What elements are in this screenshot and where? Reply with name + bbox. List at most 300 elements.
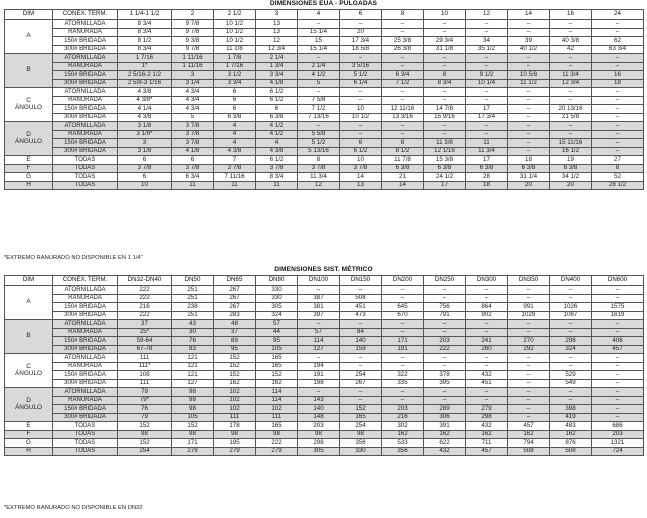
table-cell: 11 3/4 <box>466 147 508 156</box>
table-cell: 457 <box>508 422 550 431</box>
table-cell: 171 <box>382 337 424 346</box>
table-row <box>5 164 644 173</box>
table-cell: 6 3/8 <box>550 164 592 173</box>
table-cell: 12 <box>256 37 298 46</box>
table-row <box>5 181 644 190</box>
table-cell: 63 3/4 <box>592 45 644 54</box>
table-cell: 13 <box>256 20 298 29</box>
table-cell: 5 <box>172 113 214 122</box>
table-cell: – <box>424 286 466 295</box>
table-cell: 2 1/4 <box>298 62 340 71</box>
table-cell: 127 <box>298 345 340 354</box>
table-cell: 6 3/8 <box>214 113 256 122</box>
connection-type: TODAS <box>53 156 118 165</box>
table-cell: – <box>592 405 644 414</box>
table-cell: 9 7/8 <box>172 20 214 29</box>
table-cell: – <box>382 54 424 63</box>
table-cell: 432 <box>424 447 466 456</box>
table-cell: 406 <box>592 337 644 346</box>
table-cell: 76 <box>118 405 172 414</box>
connection-type: TODAS <box>53 422 118 431</box>
table-cell: 162 <box>256 379 298 388</box>
table-cell: 9 7/8 <box>172 28 214 37</box>
table-cell: 11 7/8 <box>382 156 424 165</box>
column-header: DIM <box>5 276 53 286</box>
table-cell: 162 <box>508 430 550 439</box>
table-cell: 98 <box>256 430 298 439</box>
column-header: DN200 <box>382 276 424 286</box>
table-cell: 3 3/4 <box>214 79 256 88</box>
table-cell: 8 <box>382 139 424 148</box>
connection-type: 300# BRIDADA <box>53 345 118 354</box>
table-cell: – <box>466 28 508 37</box>
table-cell: – <box>550 62 592 71</box>
table-cell: – <box>508 88 550 97</box>
table-cell: 4 <box>214 122 256 131</box>
table-cell: – <box>424 362 466 371</box>
table-cell: 40 1/2 <box>508 45 550 54</box>
table-cell: 15 9/16 <box>424 113 466 122</box>
table-cell: 9 3/8 <box>172 37 214 46</box>
table-cell: 162 <box>424 430 466 439</box>
table-cell: 2 1/4 <box>256 54 298 63</box>
header-row <box>5 10 644 20</box>
table-cell: – <box>592 105 644 114</box>
table-cell: – <box>340 388 382 397</box>
table-cell: 79* <box>118 396 172 405</box>
table-cell: – <box>466 320 508 329</box>
table-cell: 98 <box>172 388 214 397</box>
column-header: 8 <box>382 10 424 20</box>
table-cell: – <box>508 320 550 329</box>
table-cell: – <box>508 388 550 397</box>
table-cell: 98 <box>172 430 214 439</box>
table-cell: 335 <box>382 379 424 388</box>
table-cell: 419 <box>550 413 592 422</box>
table-row <box>5 79 644 88</box>
table-cell: – <box>382 130 424 139</box>
table-cell: – <box>508 130 550 139</box>
table-cell: 114 <box>298 337 340 346</box>
table-cell: 1321 <box>592 439 644 448</box>
table-cell: 1 11/16 <box>172 62 214 71</box>
table-cell: 302 <box>382 422 424 431</box>
column-header: DN300 <box>466 276 508 286</box>
table-cell: 8 3/4 <box>118 45 172 54</box>
table-cell: – <box>550 396 592 405</box>
table-cell: 397 <box>298 311 340 320</box>
table-cell: 13 3/16 <box>382 113 424 122</box>
dim-label: D ÁNGULO <box>5 388 53 422</box>
footnote-metric: *EXTREMO RANURADO NO DISPONIBLE EN DN32 <box>4 505 143 511</box>
table-cell: 457 <box>466 447 508 456</box>
table-cell: 670 <box>382 311 424 320</box>
table-cell: – <box>424 88 466 97</box>
table-cell: 15 3/8 <box>424 156 466 165</box>
table-cell: 152 <box>118 439 172 448</box>
table-cell: – <box>466 328 508 337</box>
table-cell: – <box>382 122 424 131</box>
table-cell: – <box>466 354 508 363</box>
table-cell: – <box>592 362 644 371</box>
table-cell: 533 <box>382 439 424 448</box>
table-cell: – <box>466 20 508 29</box>
table-row <box>5 354 644 363</box>
table-cell: – <box>508 362 550 371</box>
table-row <box>5 413 644 422</box>
table-cell: – <box>340 20 382 29</box>
connection-type: TODAS <box>53 181 118 190</box>
table-cell: 162 <box>550 430 592 439</box>
table-cell: 121 <box>172 371 214 380</box>
table-cell: 14 <box>382 181 424 190</box>
table-cell: 6 1/2 <box>340 147 382 156</box>
table-cell: – <box>592 413 644 422</box>
table-cell: 6 3/8 <box>382 164 424 173</box>
table-cell: 48 <box>214 320 256 329</box>
connection-type: RANURADA <box>53 362 118 371</box>
table-title-metric: DIMENSIONES SIST. MÉTRICO <box>274 266 373 273</box>
table-cell: 14 7/8 <box>424 105 466 114</box>
table-cell: 98 <box>118 430 172 439</box>
table-cell: 7 5/8 <box>298 96 340 105</box>
table-cell: 57 <box>256 320 298 329</box>
table-cell: – <box>298 122 340 131</box>
table-row <box>5 28 644 37</box>
table-cell: – <box>508 286 550 295</box>
table-cell: – <box>340 354 382 363</box>
table-cell: 17 <box>466 156 508 165</box>
table-cell: 152 <box>214 362 256 371</box>
table-cell: – <box>550 388 592 397</box>
table-cell: 298 <box>550 337 592 346</box>
column-header: 2 <box>172 10 214 20</box>
table-cell: 34 1/2 <box>550 173 592 182</box>
table-cell: – <box>340 96 382 105</box>
table-cell: 1619 <box>592 311 644 320</box>
table-cell: 3 7/8 <box>172 122 214 131</box>
table-cell: – <box>592 371 644 380</box>
table-cell: 8 <box>424 71 466 80</box>
table-cell: 251 <box>172 286 214 295</box>
table-cell: 6 3/8 <box>466 164 508 173</box>
table-cell: – <box>508 20 550 29</box>
table-cell: – <box>508 147 550 156</box>
table-cell: 324 <box>256 311 298 320</box>
column-header: CONEX. TERM. <box>53 10 118 20</box>
table-cell: 15 11/16 <box>550 139 592 148</box>
table-cell: 473 <box>340 311 382 320</box>
table-cell: 121 <box>172 354 214 363</box>
table-cell: 152 <box>214 371 256 380</box>
table-cell: 111 <box>118 379 172 388</box>
column-header: 1 1/4-1 1/2 <box>118 10 172 20</box>
table-cell: 305 <box>256 303 298 312</box>
table-cell: 6 <box>172 156 214 165</box>
table-cell: – <box>424 396 466 405</box>
table-cell: – <box>550 362 592 371</box>
table-cell: 37 <box>214 328 256 337</box>
dim-label: B <box>5 320 53 354</box>
table-cell: 11 <box>466 139 508 148</box>
table-cell: – <box>382 396 424 405</box>
connection-type: ATORNILLADA <box>53 320 118 329</box>
table-cell: 67-78 <box>118 345 172 354</box>
table-cell: – <box>508 62 550 71</box>
column-header: 12 <box>466 10 508 20</box>
table-cell: 279 <box>466 405 508 414</box>
table-cell: – <box>298 54 340 63</box>
table-cell: – <box>508 413 550 422</box>
table-cell: 165 <box>340 413 382 422</box>
table-cell: 267 <box>340 379 382 388</box>
dim-label: H <box>5 447 53 456</box>
header-row <box>5 276 644 286</box>
table-cell: 864 <box>466 303 508 312</box>
dim-label: A <box>5 20 53 54</box>
table-cell: 111 <box>118 354 172 363</box>
table-cell: – <box>382 362 424 371</box>
table-cell: 1 7/8 <box>214 54 256 63</box>
table-cell: 306 <box>424 413 466 422</box>
table-cell: 162 <box>214 379 256 388</box>
table-cell: – <box>592 130 644 139</box>
column-header: CONEX. TERM. <box>53 276 118 286</box>
table-cell: 14 <box>340 173 382 182</box>
table-cell: 3 7/8 <box>214 164 256 173</box>
table-cell: 251 <box>172 294 214 303</box>
table-cell: – <box>466 362 508 371</box>
table-cell: 17 3/4 <box>340 37 382 46</box>
table-cell: 251 <box>172 311 214 320</box>
table-cell: 549 <box>550 379 592 388</box>
table-cell: 794 <box>508 439 550 448</box>
table-cell: 114 <box>256 396 298 405</box>
table-cell: 152 <box>340 405 382 414</box>
table-cell: 1029 <box>508 311 550 320</box>
table-cell: 270 <box>508 337 550 346</box>
table-cell: – <box>508 105 550 114</box>
dimensions-table-metric <box>4 275 644 456</box>
table-cell: 356 <box>340 439 382 448</box>
table-cell: 25* <box>118 328 172 337</box>
table-cell: 17 3/4 <box>466 113 508 122</box>
table-cell: 10 1/2 <box>340 113 382 122</box>
table-cell: 724 <box>592 447 644 456</box>
table-cell: 198 <box>298 379 340 388</box>
table-cell: 108 <box>118 371 172 380</box>
footnote-eua: *EXTREMO RANURADO NO DISPONIBLE EN 1 1/4" <box>4 255 143 261</box>
table-cell: 6 3/4 <box>172 173 214 182</box>
table-cell: 756 <box>424 303 466 312</box>
table-cell: 279 <box>256 447 298 456</box>
table-cell: 254 <box>340 371 382 380</box>
table-cell: 10 <box>340 105 382 114</box>
connection-type: RANURADA <box>53 130 118 139</box>
table-cell: 79 <box>118 388 172 397</box>
table-cell: 3 3/4 <box>256 71 298 80</box>
table-cell: – <box>550 130 592 139</box>
table-cell: 4 1/2 <box>256 130 298 139</box>
table-cell: 57 <box>298 328 340 337</box>
table-cell: – <box>382 294 424 303</box>
table-cell: 10 1/2 <box>214 20 256 29</box>
table-cell: 508 <box>550 447 592 456</box>
table-row <box>5 286 644 295</box>
table-cell: – <box>466 286 508 295</box>
column-header: DN150 <box>340 276 382 286</box>
table-cell: – <box>592 286 644 295</box>
table-cell: 3 7/8 <box>118 164 172 173</box>
table-cell: 10 1/2 <box>214 28 256 37</box>
table-cell: 19 <box>550 156 592 165</box>
table-cell: 267 <box>214 294 256 303</box>
table-cell: – <box>340 320 382 329</box>
table-cell: – <box>298 320 340 329</box>
table-row <box>5 96 644 105</box>
table-cell: 4 <box>256 139 298 148</box>
table-row <box>5 88 644 97</box>
table-cell: 5 13/16 <box>298 147 340 156</box>
table-cell: – <box>340 54 382 63</box>
table-cell: 44 <box>256 328 298 337</box>
table-cell: – <box>592 328 644 337</box>
table-row <box>5 447 644 456</box>
connection-type: ATORNILLADA <box>53 88 118 97</box>
table-cell: 508 <box>340 294 382 303</box>
connection-type: RANURADA <box>53 62 118 71</box>
table-cell: 9 7/8 <box>172 45 214 54</box>
table-cell: 2 5/8-3 1/16 <box>118 79 172 88</box>
table-cell: – <box>298 388 340 397</box>
table-cell: 10 <box>340 156 382 165</box>
table-cell: 1026 <box>550 303 592 312</box>
table-cell: – <box>508 28 550 37</box>
table-cell: – <box>340 122 382 131</box>
table-cell: – <box>508 139 550 148</box>
table-cell: 12 3/4 <box>256 45 298 54</box>
table-cell: – <box>508 328 550 337</box>
table-cell: 12 11/16 <box>382 105 424 114</box>
dim-label: E <box>5 422 53 431</box>
table-cell: 3 1/8 <box>118 147 172 156</box>
table-cell: 238 <box>172 303 214 312</box>
table-cell: 11 3/8 <box>424 139 466 148</box>
table-cell: – <box>508 122 550 131</box>
table-row <box>5 294 644 303</box>
table-cell: – <box>592 113 644 122</box>
table-row <box>5 362 644 371</box>
table-cell: 171 <box>172 439 214 448</box>
table-cell: – <box>382 20 424 29</box>
table-cell: 222 <box>118 286 172 295</box>
table-cell: – <box>550 286 592 295</box>
table-cell: 191 <box>382 345 424 354</box>
table-cell: – <box>592 396 644 405</box>
table-cell: – <box>424 20 466 29</box>
table-cell: 4 1/2 <box>256 122 298 131</box>
table-row <box>5 328 644 337</box>
table-row <box>5 71 644 80</box>
table-cell: 387 <box>298 294 340 303</box>
table-cell: 140 <box>340 337 382 346</box>
table-row <box>5 130 644 139</box>
table-cell: 84 <box>340 328 382 337</box>
table-cell: – <box>508 371 550 380</box>
table-cell: – <box>298 88 340 97</box>
table-cell: – <box>424 294 466 303</box>
table-cell: 98 <box>214 430 256 439</box>
connection-type: RANURADA <box>53 28 118 37</box>
table-cell: 11 1/8 <box>214 45 256 54</box>
connection-type: 150# BRIDADA <box>53 371 118 380</box>
table-cell: – <box>592 147 644 156</box>
table-row <box>5 139 644 148</box>
dim-label: C ÁNGULO <box>5 354 53 388</box>
dimensions-table-eua <box>4 9 644 190</box>
column-header: DN80 <box>256 276 298 286</box>
table-cell: 102 <box>214 388 256 397</box>
table-cell: 391 <box>424 422 466 431</box>
table-cell: 20 <box>508 181 550 190</box>
table-cell: 260 <box>466 345 508 354</box>
table-cell: 7 <box>214 156 256 165</box>
table-cell: 98 <box>172 405 214 414</box>
table-cell: 195 <box>214 439 256 448</box>
table-cell: – <box>340 286 382 295</box>
table-cell: 40 3/8 <box>550 37 592 46</box>
table-cell: – <box>382 354 424 363</box>
table-cell: 27 <box>592 156 644 165</box>
table-cell: 17 <box>424 181 466 190</box>
table-cell: 6 <box>340 139 382 148</box>
table-cell: 111 <box>214 413 256 422</box>
table-cell: 267 <box>214 303 256 312</box>
table-cell: – <box>592 294 644 303</box>
table-row <box>5 62 644 71</box>
table-cell: 152 <box>172 422 214 431</box>
table-row <box>5 20 644 29</box>
table-cell: 20 13/16 <box>550 105 592 114</box>
table-cell: 330 <box>256 294 298 303</box>
connection-type: TODAS <box>53 430 118 439</box>
table-cell: 143 <box>298 396 340 405</box>
table-cell: 279 <box>214 447 256 456</box>
table-cell: 4 3/4 <box>172 105 214 114</box>
table-row <box>5 303 644 312</box>
table-cell: – <box>424 28 466 37</box>
table-cell: – <box>550 28 592 37</box>
table-cell: – <box>592 20 644 29</box>
connection-type: 150# BRIDADA <box>53 337 118 346</box>
table-cell: – <box>466 88 508 97</box>
connection-type: RANURADA <box>53 396 118 405</box>
table-cell: 305 <box>298 447 340 456</box>
table-cell: 31 1/4 <box>508 173 550 182</box>
table-row <box>5 379 644 388</box>
table-row <box>5 371 644 380</box>
table-cell: – <box>466 294 508 303</box>
table-cell: 686 <box>592 422 644 431</box>
table-cell: 6 3/8 <box>424 164 466 173</box>
table-cell: – <box>340 396 382 405</box>
table-cell: – <box>424 388 466 397</box>
column-header: 6 <box>340 10 382 20</box>
column-header: DN400 <box>550 276 592 286</box>
table-cell: – <box>298 286 340 295</box>
table-cell: 114 <box>256 388 298 397</box>
table-cell: – <box>382 286 424 295</box>
